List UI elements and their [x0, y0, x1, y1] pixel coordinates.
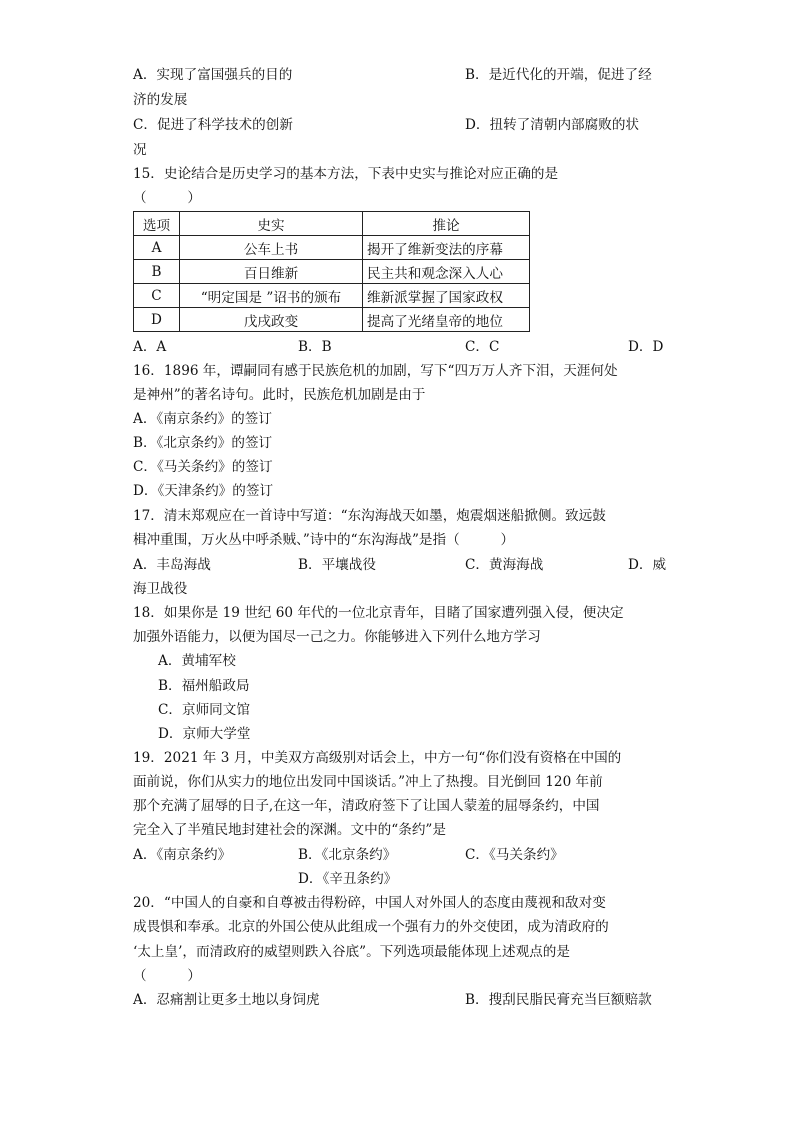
- q20-answer-paren: （ ）: [133, 968, 201, 984]
- q17-option-c: C．黄海海战: [465, 557, 544, 573]
- q20-stem-line-2: 成畏惧和奉承。北京的外国公使从此组成一个强有力的外交使团，成为清政府的: [133, 919, 609, 935]
- table-header-cell: 史实: [180, 212, 363, 236]
- q15-option-b: B．B: [298, 339, 332, 355]
- q16-stem-line-1: 16．1896 年，谭嗣同有感于民族危机的加剧，写下“四万万人齐下泪，天涯何处: [133, 363, 618, 379]
- table-header-cell: 选项: [134, 212, 180, 236]
- q19-stem-line-4: 完全入了半殖民地封建社会的深渊。文中的“条约”是: [133, 822, 446, 838]
- table-cell: B: [134, 260, 180, 284]
- table-cell: 戊戌政变: [180, 308, 363, 332]
- table-cell: 百日维新: [180, 260, 363, 284]
- q14-option-d-cont: 况: [133, 142, 147, 158]
- table-cell: 维新派掌握了国家政权: [363, 284, 530, 308]
- table-row: [134, 308, 530, 332]
- table-cell: A: [134, 236, 180, 260]
- q16-option-d: D．《天津条约》的签订: [133, 483, 274, 499]
- q15-option-c: C．C: [465, 339, 500, 355]
- q18-option-c: C．京师同文馆: [158, 702, 250, 718]
- table-row: [134, 236, 530, 260]
- q20-option-a: A．忍痛割让更多土地以身饲虎: [133, 992, 320, 1008]
- q15-option-d: D．D: [628, 339, 664, 355]
- q18-option-d: D．京师大学堂: [158, 726, 251, 742]
- q17-stem-line-2: 楫冲重围，万火丛中呼杀贼、”诗中的“东沟海战”是指（ ）: [133, 532, 515, 548]
- q16-stem-line-2: 是神州”的著名诗句。此时，民族危机加剧是由于: [133, 387, 426, 403]
- table-cell: D: [134, 308, 180, 332]
- q20-stem-line-1: 20．“中国人的自豪和自尊被击得粉碎，中国人对外国人的态度由蔑视和敌对变: [133, 895, 606, 911]
- q14-option-c: C．促进了科学技术的创新: [133, 117, 293, 133]
- table-cell: 民主共和观念深入人心: [363, 260, 530, 284]
- table-row: [134, 284, 530, 308]
- q15-stem: 15．史论结合是历史学习的基本方法，下表中史实与推论对应正确的是: [133, 166, 559, 182]
- table-cell: 公车上书: [180, 236, 363, 260]
- q18-option-b: B．福州船政局: [158, 678, 250, 694]
- table-cell: 揭开了维新变法的序幕: [363, 236, 530, 260]
- q19-stem-line-2: 面前说，你们从实力的地位出发同中国谈话。”冲上了热搜。目光倒回 120 年前: [133, 774, 603, 790]
- q19-stem-line-3: 那个充满了屈辱的日子,在这一年，清政府签下了让国人蒙羞的屈辱条约，中国: [133, 798, 600, 814]
- q14-option-b-cont: 济的发展: [133, 92, 188, 108]
- q17-option-d: D．威: [628, 557, 667, 573]
- q18-stem-line-2: 加强外语能力，以便为国尽一己之力。你能够进入下列什么地方学习: [133, 629, 541, 645]
- q17-stem-line-1: 17．清末郑观应在一首诗中写道：“东沟海战天如墨，炮震烟迷船掀侧。致远鼓: [133, 508, 606, 524]
- q15-option-a: A．A: [133, 339, 167, 355]
- q17-option-a: A．丰岛海战: [133, 557, 211, 573]
- q19-option-a: A．《南京条约》: [133, 847, 232, 863]
- table-cell: C: [134, 284, 180, 308]
- q17-option-b: B．平壤战役: [298, 557, 376, 573]
- table-header-cell: 推论: [363, 212, 530, 236]
- q19-option-c: C．《马关条约》: [465, 847, 564, 863]
- table-cell: 提高了光绪皇帝的地位: [363, 308, 530, 332]
- q16-option-a: A．《南京条约》的签订: [133, 411, 272, 427]
- q19-stem-line-1: 19．2021 年 3 月，中美双方高级别对话会上，中方一句“你们没有资格在中国的: [133, 750, 622, 766]
- q18-option-a: A．黄埔军校: [158, 653, 236, 669]
- q19-option-d: D．《辛丑条约》: [298, 871, 398, 887]
- table-row: [134, 260, 530, 284]
- table-cell: “明定国是 ”诏书的颁布: [180, 284, 363, 308]
- q20-stem-line-3: ‘太上皇’，而清政府的威望则跌入谷底”。下列选项最能体现上述观点的是: [133, 944, 570, 960]
- q16-option-b: B．《北京条约》的签订: [133, 435, 273, 451]
- q14-option-d: D．扭转了清朝内部腐败的状: [465, 117, 640, 133]
- q17-option-d-cont: 海卫战役: [133, 581, 188, 597]
- q18-stem-line-1: 18．如果你是 19 世纪 60 年代的一位北京青年，目睹了国家遭列强入侵，便决定: [133, 605, 624, 621]
- q15-table: [133, 211, 530, 332]
- q19-option-b: B．《北京条约》: [298, 847, 397, 863]
- table-header-row: [134, 212, 530, 236]
- q15-answer-paren: （ ）: [133, 190, 201, 206]
- q14-option-a: A．实现了富国强兵的目的: [133, 67, 293, 83]
- q20-option-b: B．搜刮民脂民膏充当巨额赔款: [465, 992, 652, 1008]
- q14-option-b: B．是近代化的开端，促进了经: [465, 67, 652, 83]
- q16-option-c: C．《马关条约》的签订: [133, 459, 273, 475]
